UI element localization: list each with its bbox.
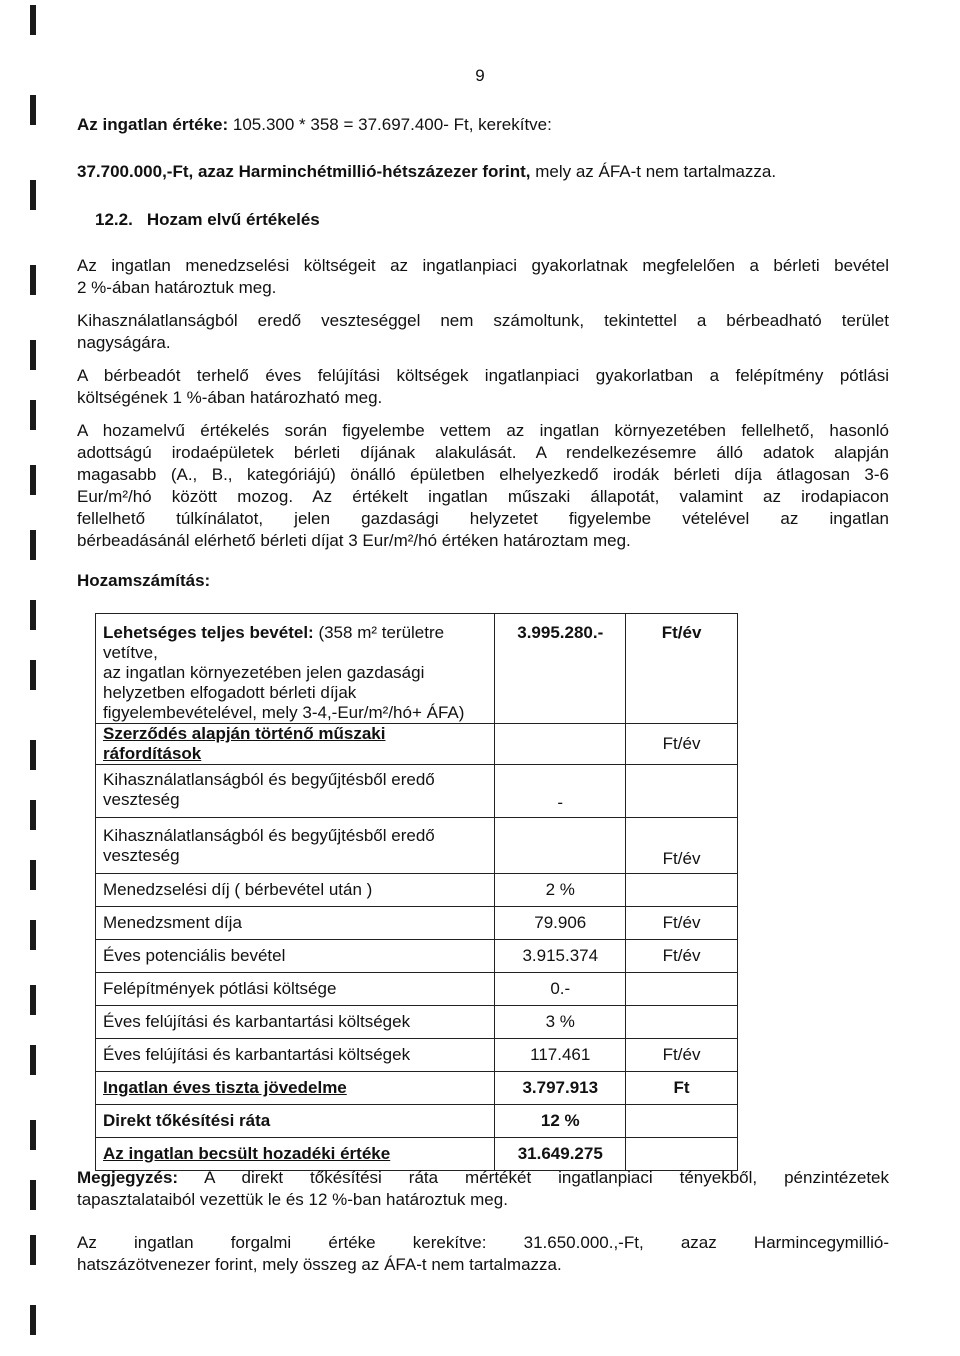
table-cell-unit: Ft/év	[626, 907, 738, 940]
binder-mark	[30, 920, 36, 950]
binder-mark	[30, 1120, 36, 1150]
binder-mark	[30, 400, 36, 430]
table-cell-label: Ingatlan éves tiszta jövedelme	[96, 1072, 495, 1105]
table-cell-value: 3.915.374	[495, 940, 626, 973]
table-cell-unit: Ft/év	[626, 818, 738, 874]
table-cell-label	[96, 765, 495, 818]
paragraph-line: A bérbeadót terhelő éves felújítási költségek ingatlanpiaci gyakorlatban a felépítmény pótlási	[77, 366, 889, 385]
binder-mark	[30, 180, 36, 210]
table-cell-unit	[626, 765, 738, 818]
paragraph-line: adottságú irodaépületek bérleti díjának alakulását. A rendelkezésemre álló adatok alapján	[77, 443, 889, 462]
binder-mark	[30, 1235, 36, 1265]
row-label-text: az ingatlan környezetében jelen gazdasági	[103, 663, 425, 682]
table-cell-label: Éves felújítási és karbantartási költségek	[96, 1039, 495, 1072]
table-cell-unit	[626, 1105, 738, 1138]
table-cell-unit: Ft	[626, 1072, 738, 1105]
note-text: A direkt tőkésítési ráta mértékét ingatlanpiaci tényekből, pénzintézetek	[178, 1168, 889, 1187]
binder-mark	[30, 465, 36, 495]
yield-calculation-table	[95, 613, 738, 1171]
binder-mark	[30, 265, 36, 295]
table-row	[96, 765, 738, 818]
table-row	[96, 1105, 738, 1138]
table-cell-unit: Ft/év	[626, 940, 738, 973]
conclusion-line: hatszázötvenezer forint, mely összeg az ÁFA-t nem tartalmazza.	[77, 1255, 562, 1274]
table-row	[96, 724, 738, 765]
table-row	[96, 818, 738, 874]
table-cell-unit: Ft/év	[626, 614, 738, 724]
section-heading	[95, 209, 907, 230]
paragraph-line: 2 %-ában határoztuk meg.	[77, 278, 277, 297]
paragraph-line: Az ingatlan menedzselési költségeit az ingatlanpiaci gyakorlatnak megfelelően a bérleti bevétel	[77, 256, 889, 275]
table-cell-value: 3 %	[495, 1006, 626, 1039]
note-line: tapasztalataiból vezettük le és 12 %-ban határoztuk meg.	[77, 1190, 508, 1209]
table-cell-value: -	[495, 765, 626, 818]
paragraph-line: bérbeadásánál elérhető bérleti díjat 3 Eur/m²/hó értéken határoztam meg.	[77, 531, 631, 550]
table-cell-value: 79.906	[495, 907, 626, 940]
paragraph-line: fellelhető túlkínálatot, jelen gazdasági helyzetet figyelembe vételével az ingatlan	[77, 509, 889, 528]
rounded-value-bold: 37.700.000,-Ft, azaz Harminchétmillió-hétszázezer forint,	[77, 162, 531, 181]
table-row	[96, 973, 738, 1006]
table-cell-value	[495, 724, 626, 765]
table-cell-value: 2 %	[495, 874, 626, 907]
table-cell-label	[96, 614, 495, 724]
paragraph-line: A hozamelvű értékelés során figyelembe vettem az ingatlan környezetében fellelhető, hasonló	[77, 421, 889, 440]
paragraph-line: költségének 1 %-ában határozható meg.	[77, 388, 383, 407]
table-cell-label: Éves felújítási és karbantartási költségek	[96, 1006, 495, 1039]
table-row	[96, 1006, 738, 1039]
table-cell-value: 3.797.913	[495, 1072, 626, 1105]
table-cell-label: Menedzselési díj ( bérbevétel után )	[96, 874, 495, 907]
binder-mark	[30, 1180, 36, 1210]
table-cell-value: 31.649.275	[495, 1138, 626, 1171]
binder-mark	[30, 800, 36, 830]
table-cell-unit: Ft/év	[626, 724, 738, 765]
table-cell-label: Az ingatlan becsült hozadéki értéke	[96, 1138, 495, 1171]
table-cell-value	[495, 818, 626, 874]
note-label: Megjegyzés:	[77, 1168, 179, 1187]
rounded-value-rest: mely az ÁFA-t nem tartalmazza.	[530, 162, 777, 181]
table-row	[96, 614, 738, 724]
table-row	[96, 1138, 738, 1171]
table-cell-unit	[626, 1138, 738, 1171]
binder-mark	[30, 95, 36, 125]
row-label-text: Kihasználatlanságból és begyűjtésből eredő	[103, 770, 435, 789]
paragraph-line: magasabb (A., B., kategóriájú) önálló épületben elhelyezkedő irodák bérleti díja átlagosan 3-6	[77, 465, 889, 484]
table-row	[96, 1072, 738, 1105]
table-row	[96, 874, 738, 907]
table-cell-label: Felépítmények pótlási költsége	[96, 973, 495, 1006]
section-title: Hozam elvű értékelés	[146, 210, 320, 229]
binder-mark	[30, 1305, 36, 1335]
table-cell-unit	[626, 973, 738, 1006]
paragraph-line: Kihasználatlanságból eredő veszteséggel nem számoltunk, tekintettel a bérbeadható terület	[77, 311, 889, 330]
table-cell-unit	[626, 874, 738, 907]
row-label-text: (358 m² területre vetítve,	[103, 623, 445, 662]
binder-mark	[30, 985, 36, 1015]
property-value-label: Az ingatlan értéke:	[77, 115, 229, 134]
conclusion-line: Az ingatlan forgalmi értéke kerekítve: 31.650.000.,-Ft, azaz Harmincegymillió-	[77, 1233, 889, 1252]
binder-mark	[30, 740, 36, 770]
table-cell-label: Éves potenciális bevétel	[96, 940, 495, 973]
binder-mark	[30, 530, 36, 560]
table-row	[96, 1039, 738, 1072]
table-cell-value: 12 %	[495, 1105, 626, 1138]
table-cell-value: 0.-	[495, 973, 626, 1006]
table-cell-unit	[626, 1006, 738, 1039]
binder-mark	[30, 5, 36, 35]
binder-mark	[30, 860, 36, 890]
paragraph-line: nagyságára.	[77, 333, 171, 352]
rounded-value-line	[77, 161, 889, 182]
table-cell-unit: Ft/év	[626, 1039, 738, 1072]
row-label-text: helyzetben elfogadott bérleti díjak	[103, 683, 357, 702]
row-label-text: figyelembevételével, mely 3-4,-Eur/m²/hó+ ÁFA)	[103, 703, 465, 722]
property-value-line	[77, 114, 889, 135]
section-number: 12.2.	[95, 210, 133, 229]
binder-mark	[30, 660, 36, 690]
table-cell-label: Menedzsment díja	[96, 907, 495, 940]
page-number: 9	[475, 66, 485, 85]
table-cell-value: 3.995.280.-	[495, 614, 626, 724]
row-label-text: veszteség	[103, 790, 180, 809]
table-row	[96, 940, 738, 973]
binder-mark	[30, 600, 36, 630]
binder-mark	[30, 1045, 36, 1075]
binder-mark	[30, 340, 36, 370]
row-label-bold: Lehetséges teljes bevétel:	[103, 623, 314, 642]
row-label-text: Kihasználatlanságból és begyűjtésből eredő	[103, 826, 435, 845]
paragraph-line: Eur/m²/hó között mozog. Az értékelt ingatlan műszaki állapotát, valamint az irodapiacon	[77, 487, 889, 506]
table-cell-label: Direkt tőkésítési ráta	[96, 1105, 495, 1138]
note-line	[77, 1167, 889, 1188]
row-label-text: veszteség	[103, 846, 180, 865]
table-cell-label	[96, 818, 495, 874]
table-row	[96, 907, 738, 940]
table-cell-label: Szerződés alapján történő műszaki ráfordítások	[96, 724, 495, 765]
calculation-heading: Hozamszámítás:	[77, 571, 211, 590]
property-value-expression: 105.300 * 358 = 37.697.400- Ft, kerekítve:	[228, 115, 552, 134]
table-cell-value: 117.461	[495, 1039, 626, 1072]
